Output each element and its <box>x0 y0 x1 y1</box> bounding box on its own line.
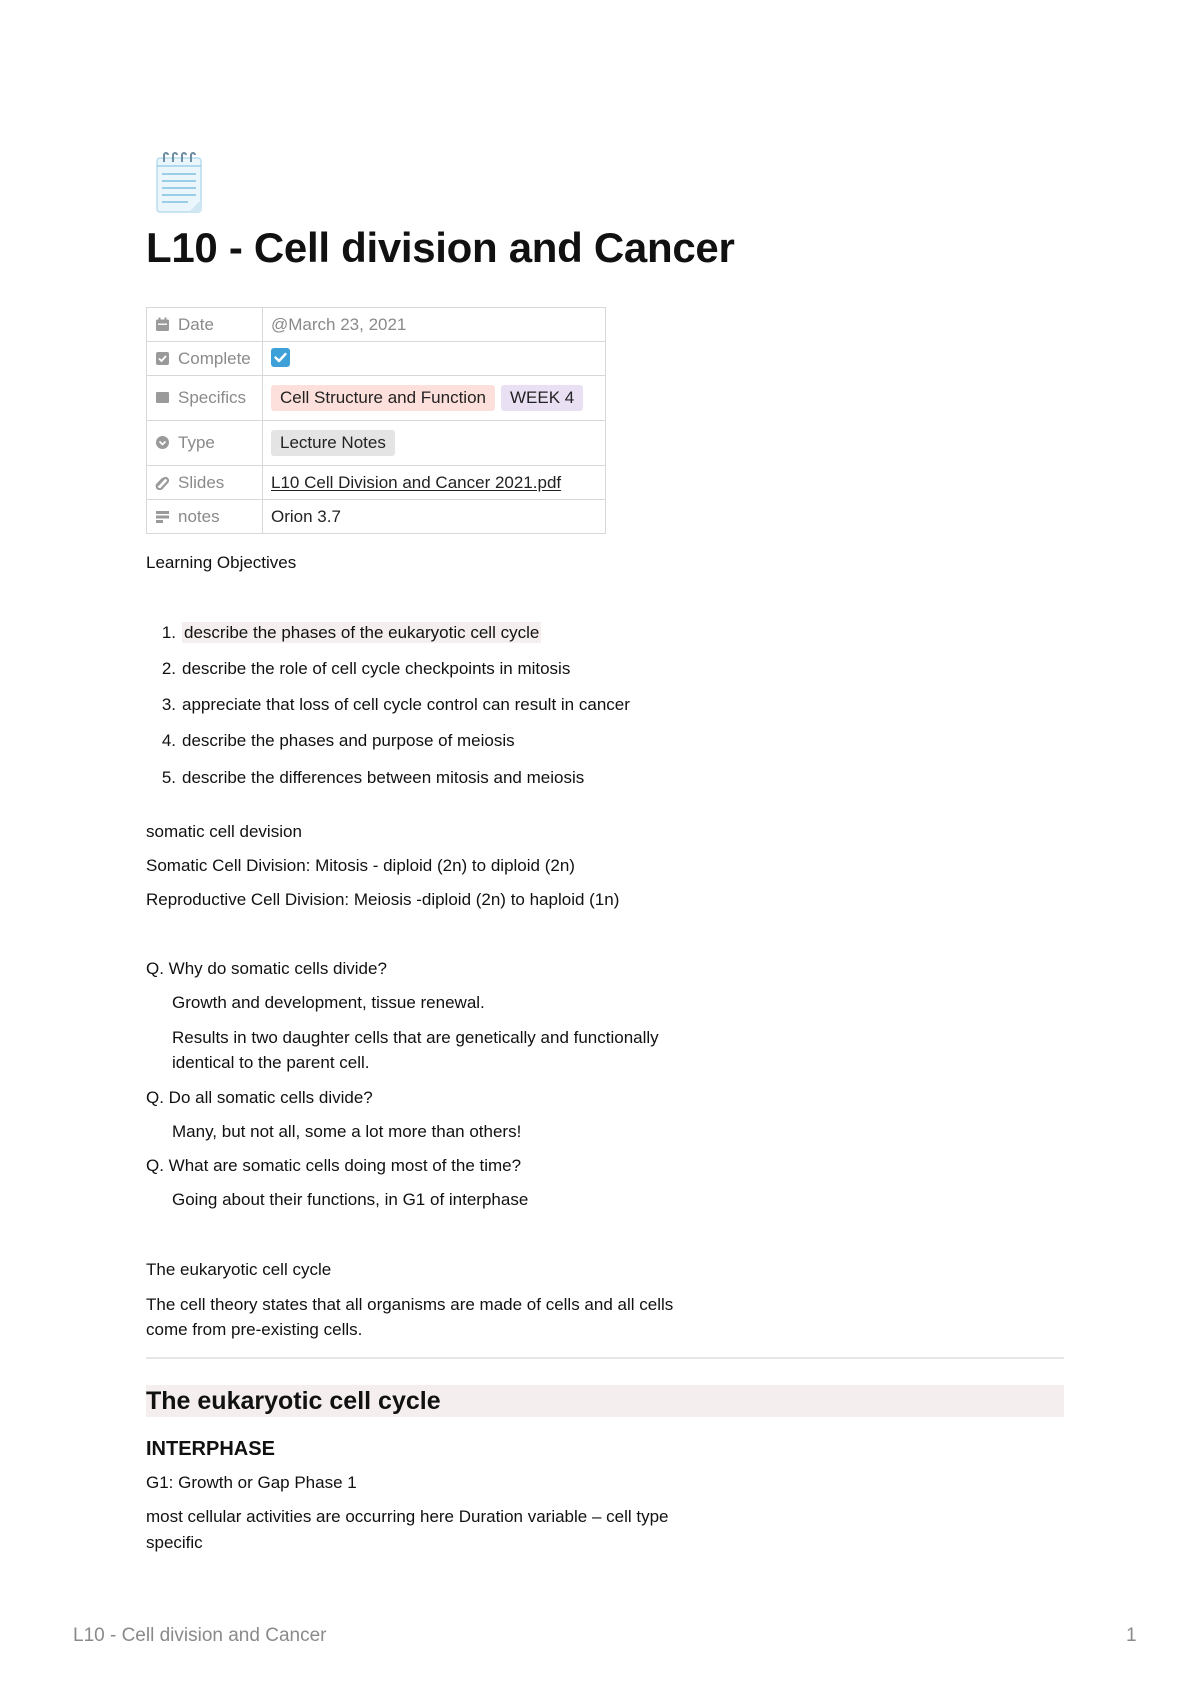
property-key: Specifics <box>178 388 247 407</box>
property-key: Slides <box>178 472 225 492</box>
somatic-line: Somatic Cell Division: Mitosis - diploid (2n) to diploid (2n) <box>146 856 575 875</box>
answer-3: Going about their functions, in G1 of interphase <box>172 1190 529 1209</box>
property-row-complete <box>147 342 606 376</box>
question-1: Q. Why do somatic cells divide? <box>146 959 387 978</box>
g1-desc-line2: specific <box>146 1533 203 1552</box>
property-key: Date <box>178 314 214 334</box>
property-row-type <box>147 421 606 466</box>
question-2: Q. Do all somatic cells divide? <box>146 1088 373 1107</box>
somatic-heading: somatic cell devision <box>146 822 302 841</box>
property-row-date <box>147 308 606 342</box>
properties-table <box>146 307 606 534</box>
tag-lecture-notes[interactable]: Lecture Notes <box>271 430 395 456</box>
question-3: Q. What are somatic cells doing most of the time? <box>146 1156 522 1175</box>
select-icon <box>155 435 170 450</box>
property-key: notes <box>178 506 220 526</box>
g1-desc-line1: most cellular activities are occurring here Duration variable – cell type <box>146 1507 669 1526</box>
property-row-specifics <box>147 376 606 421</box>
cell-theory-line1: The cell theory states that all organisms are made of cells and all cells <box>146 1295 674 1314</box>
notes-value[interactable]: Orion 3.7 <box>271 506 341 526</box>
answer-1-2-line1: Results in two daughter cells that are genetically and functionally <box>172 1028 659 1047</box>
property-key: Type <box>178 433 215 452</box>
subsection-heading: INTERPHASE <box>146 1438 275 1460</box>
tag-cell-structure[interactable]: Cell Structure and Function <box>271 385 495 411</box>
footer-title: L10 - Cell division and Cancer <box>73 1625 327 1646</box>
notepad-icon <box>154 152 204 214</box>
reproductive-line: Reproductive Cell Division: Meiosis -diploid (2n) to haploid (1n) <box>146 890 620 909</box>
section-heading: The eukaryotic cell cycle <box>146 1385 1064 1417</box>
property-key: Complete <box>178 348 251 368</box>
property-row-notes <box>147 500 606 534</box>
cell-theory-line2: come from pre-existing cells. <box>146 1320 363 1339</box>
list-item: 5. describe the differences between mitosis and meiosis <box>161 768 585 787</box>
calendar-icon <box>155 317 170 332</box>
g1-line: G1: Growth or Gap Phase 1 <box>146 1473 357 1492</box>
learning-objectives-heading: Learning Objectives <box>146 553 297 572</box>
paperclip-icon <box>155 475 170 490</box>
list-item: 1. describe the phases of the eukaryotic cell cycle <box>161 623 540 642</box>
page-number: 1 <box>1126 1625 1137 1646</box>
answer-1-1: Growth and development, tissue renewal. <box>172 993 485 1012</box>
text-icon <box>155 509 170 524</box>
list-item: 2. describe the role of cell cycle checkpoints in mitosis <box>161 659 571 678</box>
page-title: L10 - Cell division and Cancer <box>146 224 735 271</box>
answer-2: Many, but not all, some a lot more than others! <box>172 1122 522 1141</box>
date-value[interactable]: @March 23, 2021 <box>271 314 407 334</box>
complete-checkbox[interactable] <box>271 348 290 367</box>
checkbox-icon <box>155 351 170 366</box>
cycle-label: The eukaryotic cell cycle <box>146 1260 332 1279</box>
list-item: 3. appreciate that loss of cell cycle control can result in cancer <box>161 695 630 714</box>
tag-week-4[interactable]: WEEK 4 <box>501 385 583 411</box>
list-icon <box>155 390 170 405</box>
divider <box>146 1357 1064 1359</box>
property-row-slides <box>147 466 606 500</box>
list-item: 4. describe the phases and purpose of meiosis <box>161 731 515 750</box>
slides-file-link[interactable]: L10 Cell Division and Cancer 2021.pdf <box>271 472 562 492</box>
answer-1-2-line2: identical to the parent cell. <box>172 1053 370 1072</box>
